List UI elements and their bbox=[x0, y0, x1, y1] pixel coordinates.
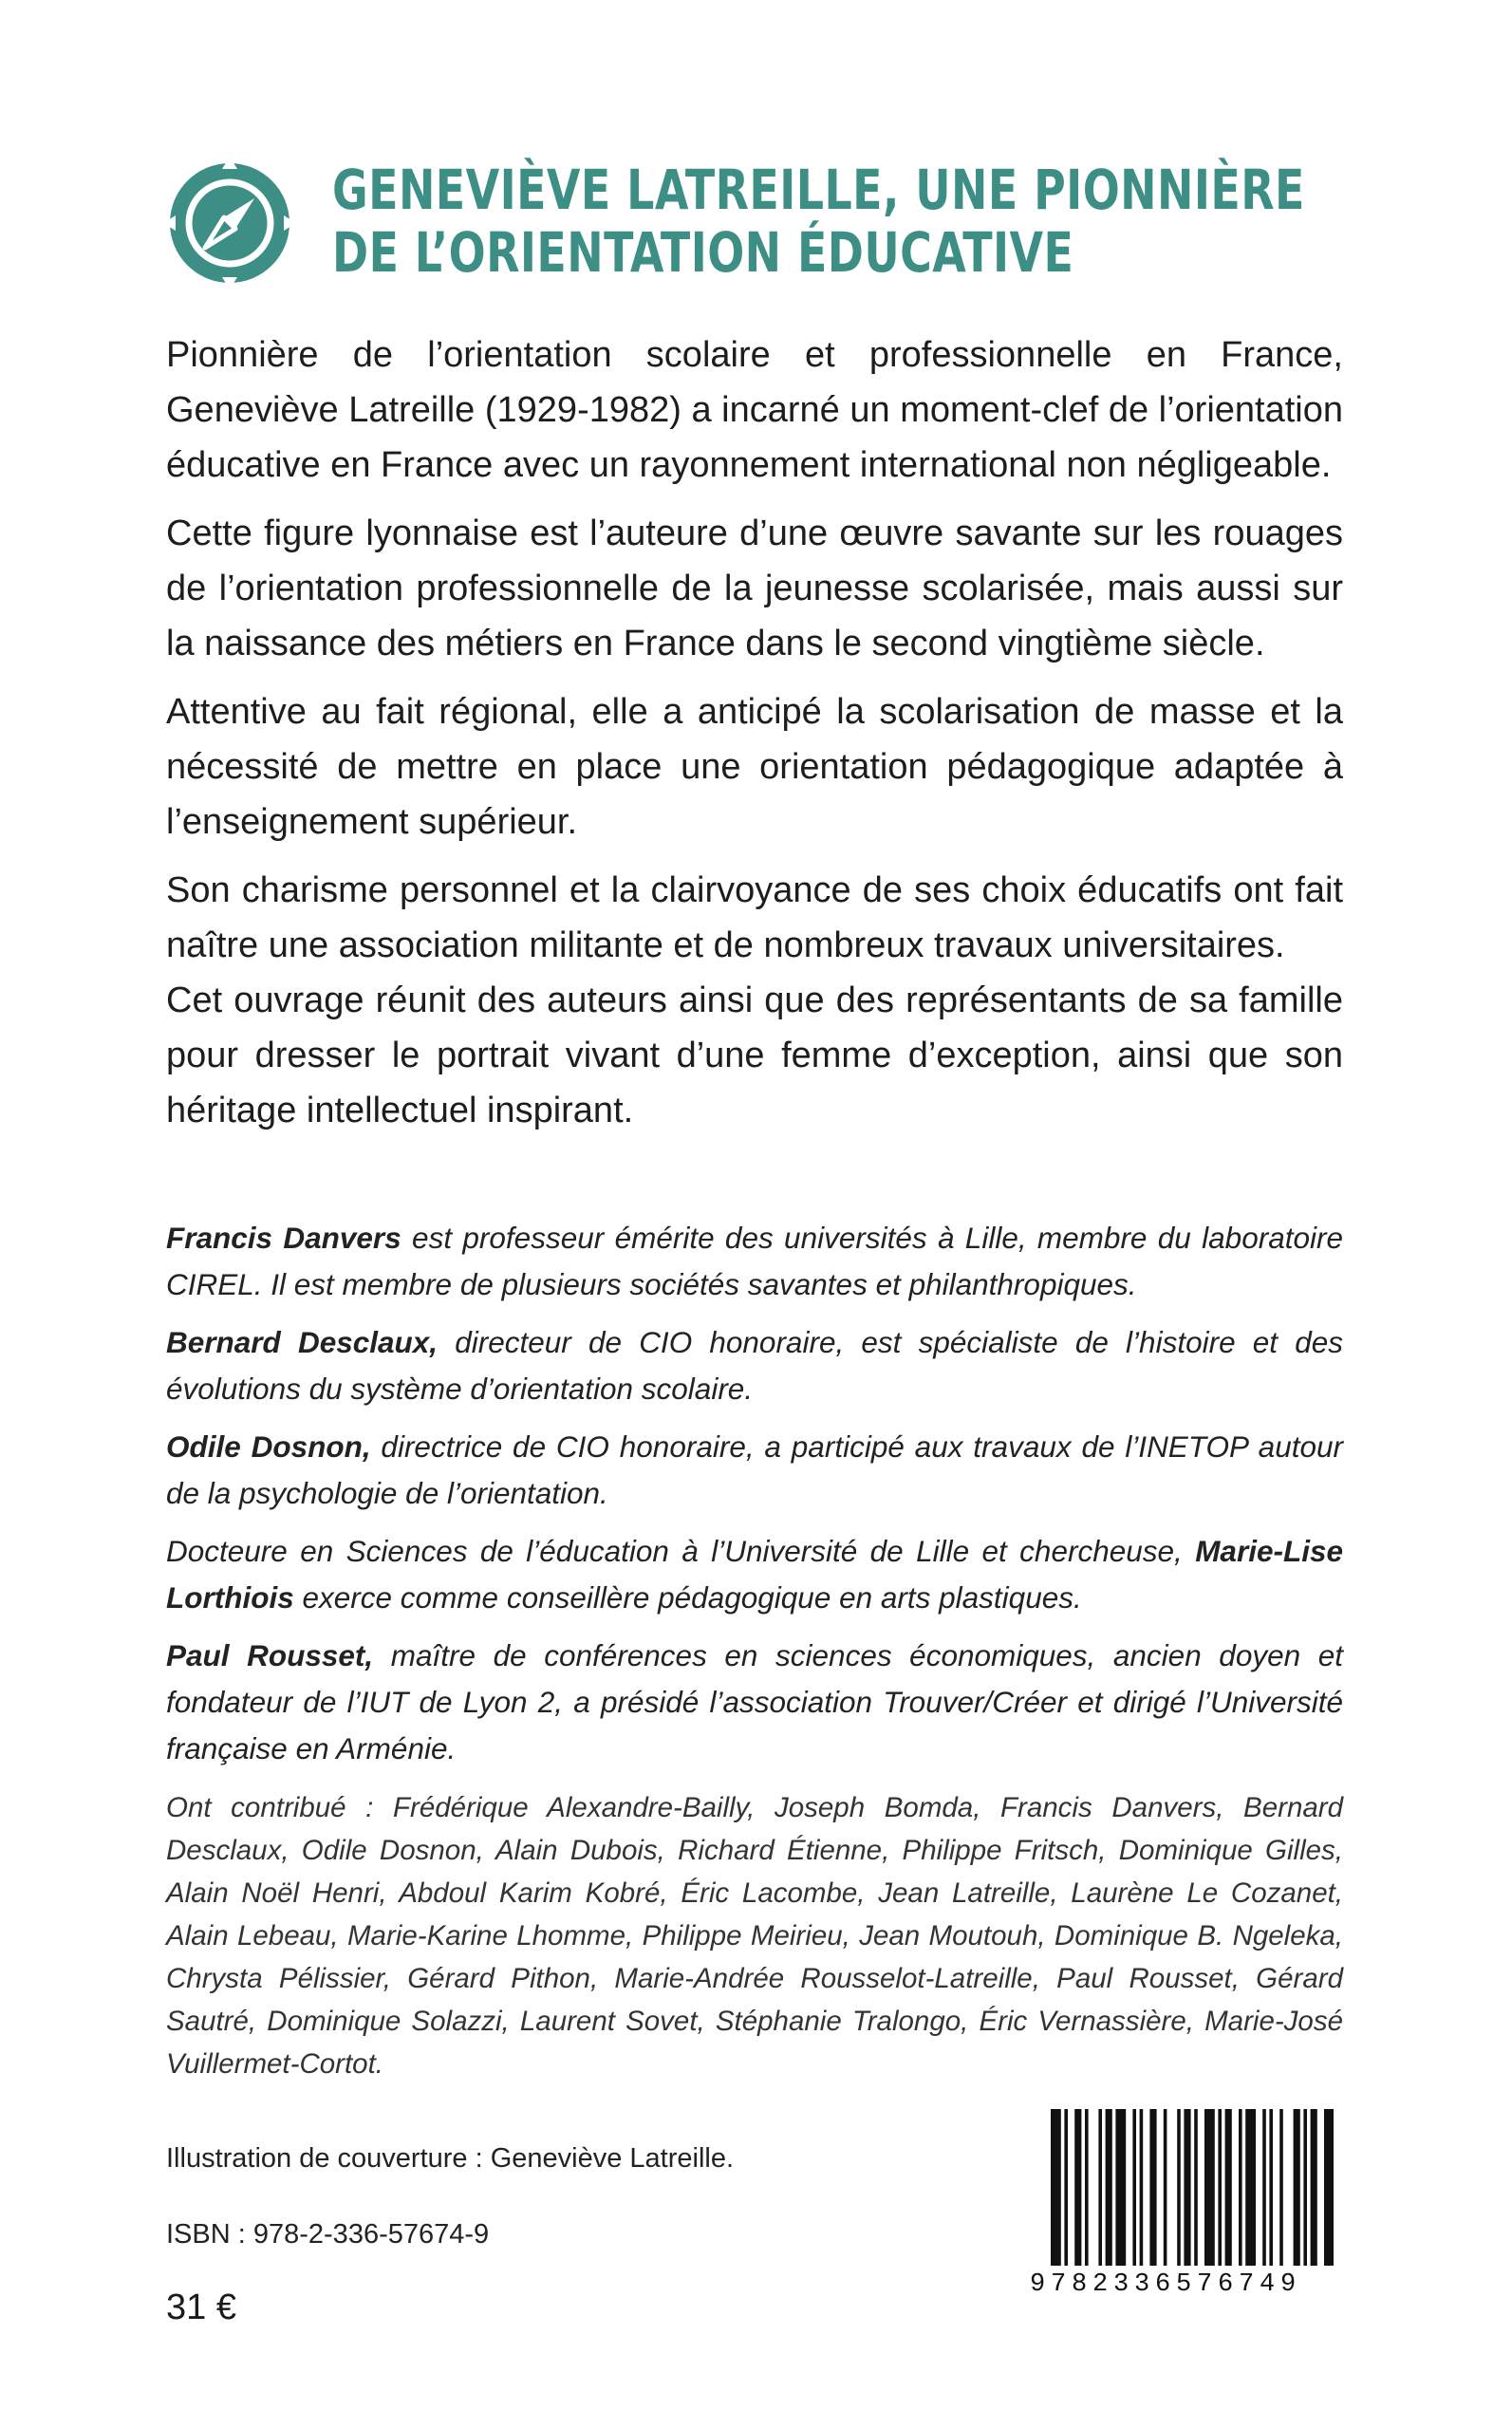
contributors bbox=[166, 1786, 1343, 2085]
barcode-bar bbox=[1184, 2109, 1190, 2266]
blurb-paragraph: Cette figure lyonnaise est l’auteure d’une œuvre savante sur les rouages de l’orientation professionnelle de la jeunesse scolarisée, mais aussi sur la naissance des métiers en France dans le second vingtième siècle. bbox=[166, 514, 1343, 663]
barcode-bar bbox=[1262, 2109, 1266, 2266]
bio-text: directeur de CIO honoraire, est spécialiste de l’histoire et des évolutions du système d’orientation scolaire. bbox=[166, 1325, 1344, 1406]
barcode-bar bbox=[1225, 2109, 1232, 2266]
barcode-bar bbox=[1064, 2109, 1068, 2266]
isbn: ISBN : 978-2-336-57674-9 bbox=[166, 2219, 490, 2250]
blurb-paragraph: Attentive au fait régional, elle a anticipé la scolarisation de masse et la nécessité de mettre en place une orientation pédagogique adaptée à l’enseignement supérieur. bbox=[166, 692, 1343, 842]
author-name: Odile Dosnon, bbox=[166, 1429, 371, 1464]
illustration-credit: Illustration de couverture : Geneviève Latreille. bbox=[166, 2143, 735, 2174]
barcode-digits: 9782336576749 bbox=[1030, 2270, 1302, 2299]
blurb-paragraph: Pionnière de l’orientation scolaire et professionnelle en France, Geneviève Latreille (1929-1982) a incarné un moment-clef de l’orientation éducative en France avec un rayonnement international non négligeable. bbox=[166, 335, 1343, 485]
barcode-bar bbox=[1115, 2109, 1126, 2266]
bio-odile-dosnon bbox=[166, 1424, 1343, 1517]
barcode-bar bbox=[1074, 2109, 1081, 2266]
barcode-bar bbox=[1303, 2109, 1307, 2266]
author-name: Bernard Desclaux, bbox=[166, 1325, 439, 1359]
barcode-bar bbox=[1269, 2109, 1273, 2266]
barcode-bar bbox=[1140, 2109, 1144, 2266]
header bbox=[163, 157, 1350, 299]
bio-text: maître de conférences en sciences économiques, ancien doyen et fondateur de l’IUT de Lyon 2, a présidé l’association Trouver/Créer et dirigé l’Université française en Arménie. bbox=[166, 1638, 1343, 1765]
barcode-bar bbox=[1177, 2109, 1181, 2266]
blurb bbox=[166, 327, 1343, 1151]
title-line-2: DE L’ORIENTATION ÉDUCATIVE bbox=[332, 220, 1074, 285]
blurb-paragraph: Cet ouvrage réunit des auteurs ainsi que des représentants de sa famille pour dresser le portrait vivant d’une femme d’exception, ainsi que son héritage intellectuel inspirant. bbox=[166, 980, 1343, 1130]
book-title bbox=[332, 159, 1357, 284]
author-name: Paul Rousset, bbox=[166, 1638, 374, 1672]
bio-bernard-desclaux bbox=[166, 1319, 1343, 1412]
barcode-bar bbox=[1132, 2109, 1136, 2266]
barcode-bar bbox=[1098, 2109, 1102, 2266]
barcode-bar bbox=[1051, 2109, 1061, 2266]
barcode-bar bbox=[1194, 2109, 1198, 2266]
price: 31 € bbox=[166, 2288, 236, 2327]
author-name: Marie-Lise Lorthiois bbox=[166, 1534, 1343, 1615]
bio-francis-danvers bbox=[166, 1215, 1343, 1308]
barcode-bar bbox=[1085, 2109, 1089, 2266]
barcode-bar bbox=[1218, 2109, 1222, 2266]
barcode-bar bbox=[1239, 2109, 1242, 2266]
barcode-bar bbox=[1106, 2109, 1112, 2266]
title-line-1: GENEVIÈVE LATREILLE, UNE PIONNIÈRE bbox=[332, 158, 1305, 222]
bio-text: est professeur émérite des universités à Lille, membre du laboratoire CIREL. Il est membre de plusieurs sociétés savantes et philanthropiques. bbox=[166, 1221, 1343, 1301]
barcode-bar bbox=[1204, 2109, 1215, 2266]
barcode-bar bbox=[1245, 2109, 1256, 2266]
barcode-bar bbox=[1279, 2109, 1283, 2266]
barcode-bar bbox=[1311, 2109, 1317, 2266]
bio-paul-rousset bbox=[166, 1633, 1343, 1772]
author-name: Francis Danvers bbox=[166, 1221, 401, 1255]
barcode-bar bbox=[1324, 2109, 1334, 2266]
bio-prefix: Docteure en Sciences de l’éducation à l’Université de Lille et chercheuse, bbox=[166, 1534, 1196, 1568]
barcode-bar bbox=[1164, 2109, 1167, 2266]
compass-icon bbox=[163, 157, 296, 289]
bio-text: directrice de CIO honoraire, a participé aux travaux de l’INETOP autour de la psychologie de l’orientation. bbox=[166, 1429, 1343, 1510]
bio-text: exerce comme conseillère pédagogique en arts plastiques. bbox=[293, 1580, 1082, 1615]
bio-marie-lise-lorthiois bbox=[166, 1528, 1343, 1621]
barcode-bar bbox=[1149, 2109, 1156, 2266]
contributors-list: Ont contribué : Frédérique Alexandre-Bailly, Joseph Bomda, Francis Danvers, Bernard Desclaux, Odile Dosnon, Alain Dubois, Richard Étienne, Philippe Fritsch, Dominique Gilles, Alain Noël Henri, Abdoul Karim Kobré, Éric Lacombe, Jean Latreille, Laurène Le Cozanet, Alain Lebeau, Marie-Karine Lhomme, Philippe Meirieu, Jean Moutouh, Dominique B. Ngeleka, Chrysta Pélissier, Gérard Pithon, Marie-Andrée Rousselot-Latreille, Paul Rousset, Gérard Sautré, Dominique Solazzi, Laurent Sovet, Stéphanie Tralongo, Éric Vernassière, Marie-José Vuillermet-Cortot. bbox=[166, 1792, 1343, 2080]
barcode-bar bbox=[1294, 2109, 1300, 2266]
author-bios bbox=[166, 1215, 1343, 1783]
blurb-paragraph: Son charisme personnel et la clairvoyance de ses choix éducatifs ont fait naître une association militante et de nombreux travaux universitaires. bbox=[166, 870, 1343, 965]
